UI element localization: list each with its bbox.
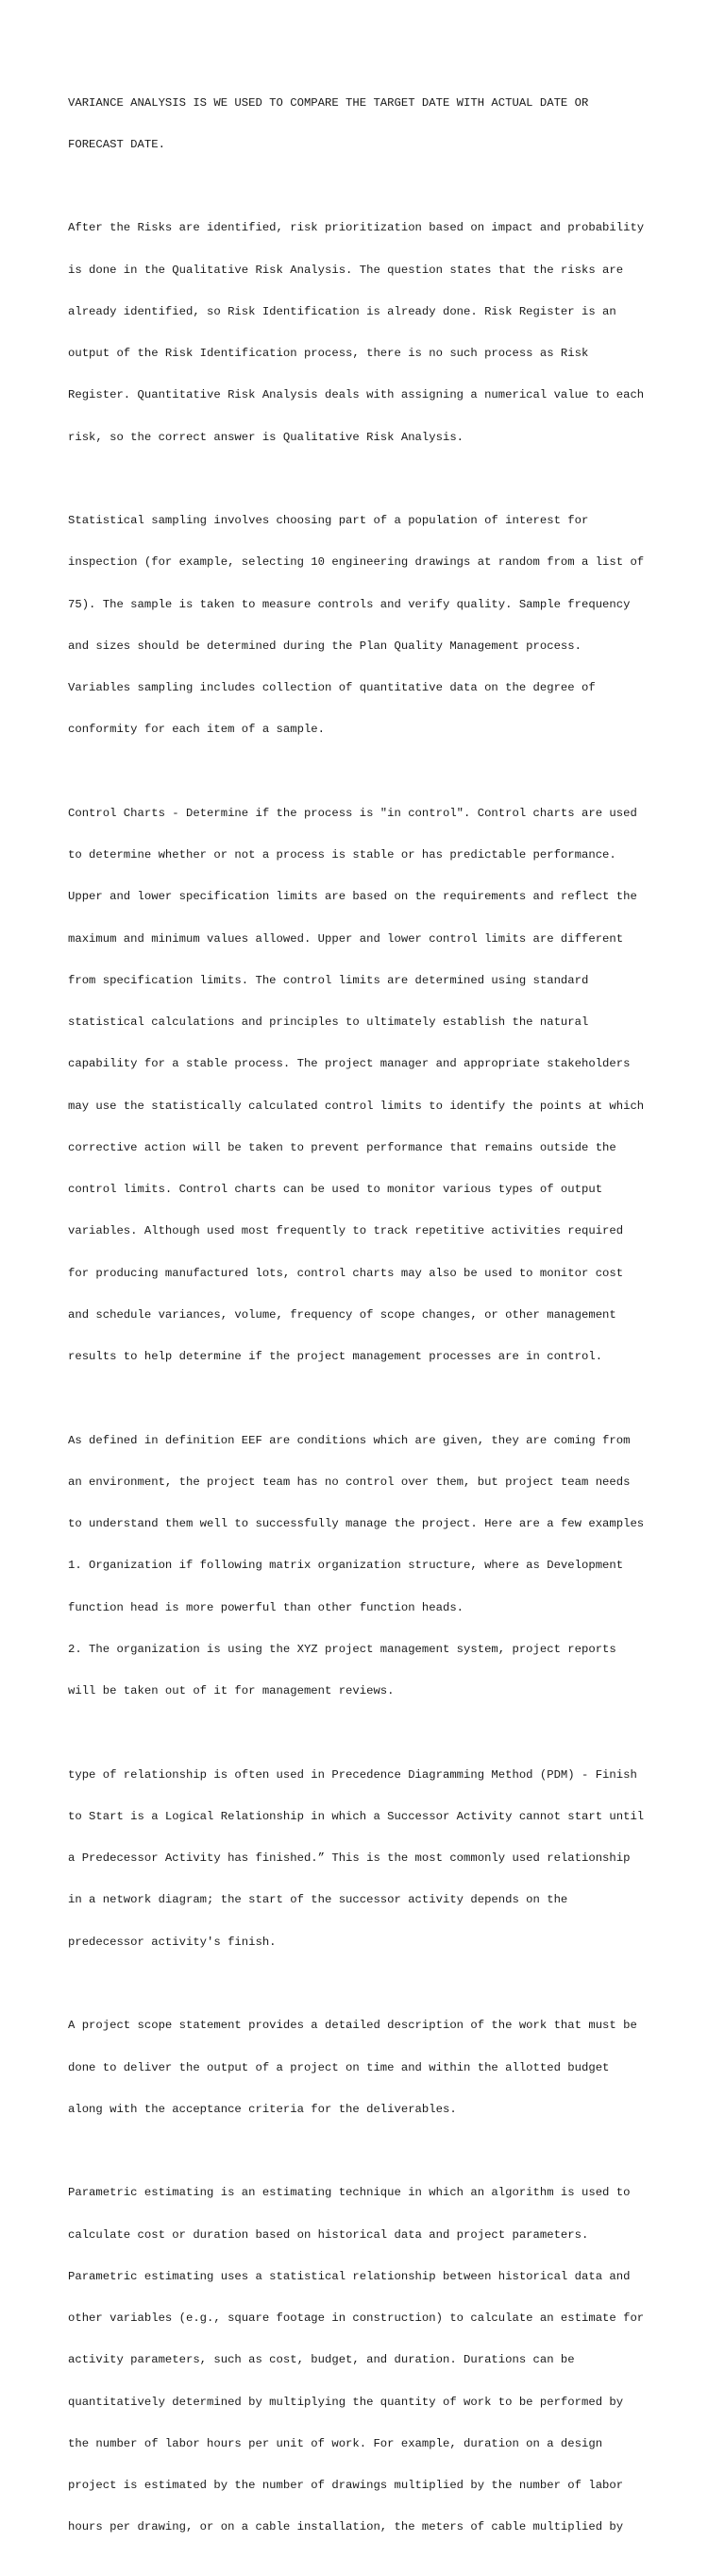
text-line: corrective action will be taken to prevent performance that remains outside the <box>68 1140 616 1154</box>
paragraph-statistical-sampling <box>68 486 682 765</box>
text-line: predecessor activity's finish. <box>68 1935 277 1949</box>
text-line: calculate cost or duration based on historical data and project parameters. <box>68 2227 589 2242</box>
text-line: Variables sampling includes collection of quantitative data on the degree of <box>68 681 596 695</box>
text-line: risk, so the correct answer is Qualitative Risk Analysis. <box>68 430 464 444</box>
text-line: 1. Organization if following matrix organization structure, where as Development <box>68 1559 624 1573</box>
text-line: and schedule variances, volume, frequency of scope changes, or other management <box>68 1307 616 1322</box>
text-line: statistical calculations and principles to ultimately establish the natural <box>68 1015 589 1030</box>
text-line: Parametric estimating is an estimating technique in which an algorithm is used to <box>68 2186 631 2200</box>
text-line: to determine whether or not a process is stable or has predictable performance. <box>68 848 616 862</box>
text-line: done to deliver the output of a project on time and within the allotted budget <box>68 2060 610 2074</box>
text-line: inspection (for example, selecting 10 engineering drawings at random from a list of <box>68 555 645 570</box>
text-line: Statistical sampling involves choosing part of a population of interest for <box>68 514 589 528</box>
text-line: project is estimated by the number of drawings multiplied by the number of labor <box>68 2479 624 2493</box>
text-line: and sizes should be determined during the Plan Quality Management process. <box>68 639 582 653</box>
text-line: an environment, the project team has no control over them, but project team needs <box>68 1475 631 1489</box>
text-line: other variables (e.g., square footage in construction) to calculate an estimate for <box>68 2312 645 2326</box>
text-line: capability for a stable process. The project manager and appropriate stakeholders <box>68 1057 631 1071</box>
text-line: may use the statistically calculated control limits to identify the points at which <box>68 1099 645 1113</box>
paragraph-eef <box>68 1406 682 1726</box>
text-line: a Predecessor Activity has finished.” This is the most commonly used relationship <box>68 1851 631 1866</box>
paragraph-scope-statement <box>68 1991 682 2144</box>
text-line: to Start is a Logical Relationship in which a Successor Activity cannot start until <box>68 1809 645 1823</box>
text-line: 75). The sample is taken to measure controls and verify quality. Sample frequency <box>68 597 631 611</box>
text-line: will be taken out of it for management reviews. <box>68 1684 395 1698</box>
document-page <box>68 68 682 2576</box>
text-line: output of the Risk Identification process, there is no such process as Risk <box>68 347 589 361</box>
text-line: quantitatively determined by multiplying the quantity of work to be performed by <box>68 2395 624 2409</box>
text-line: FORECAST DATE. <box>68 137 165 151</box>
text-line: control limits. Control charts can be used to monitor various types of output <box>68 1183 603 1197</box>
text-line: maximum and minimum values allowed. Upper and lower control limits are different <box>68 931 624 946</box>
text-line: 2. The organization is using the XYZ project management system, project reports <box>68 1642 616 1656</box>
text-line: is done in the Qualitative Risk Analysis. The question states that the risks are <box>68 263 624 277</box>
text-line: VARIANCE ANALYSIS IS WE USED TO COMPARE THE TARGET DATE WITH ACTUAL DATE OR <box>68 95 589 110</box>
text-line: Register. Quantitative Risk Analysis deals with assigning a numerical value to each <box>68 388 645 402</box>
text-line: along with the acceptance criteria for the deliverables. <box>68 2102 457 2116</box>
text-line: A project scope statement provides a detailed description of the work that must be <box>68 2019 637 2033</box>
text-line: in a network diagram; the start of the successor activity depends on the <box>68 1893 568 1907</box>
text-line: to understand them well to successfully manage the project. Here are a few examples <box>68 1517 645 1531</box>
text-line: for producing manufactured lots, control charts may also be used to monitor cost <box>68 1266 624 1280</box>
paragraph-variance-analysis <box>68 68 682 179</box>
text-line: type of relationship is often used in Precedence Diagramming Method (PDM) - Finish <box>68 1767 637 1782</box>
text-line: Control Charts - Determine if the process is "in control". Control charts are used <box>68 806 637 820</box>
text-line: function head is more powerful than other function heads. <box>68 1600 464 1614</box>
paragraph-parametric-estimating <box>68 2158 682 2563</box>
paragraph-control-charts <box>68 778 682 1391</box>
text-line: variables. Although used most frequently to track repetitive activities required <box>68 1224 624 1238</box>
text-line: conformity for each item of a sample. <box>68 723 325 737</box>
text-line: Upper and lower specification limits are based on the requirements and reflect the <box>68 890 637 904</box>
text-line: results to help determine if the project management processes are in control. <box>68 1350 603 1364</box>
text-line: from specification limits. The control limits are determined using standard <box>68 973 589 987</box>
text-line: the number of labor hours per unit of work. For example, duration on a design <box>68 2436 603 2450</box>
text-line: hours per drawing, or on a cable installation, the meters of cable multiplied by <box>68 2520 624 2534</box>
text-line: Parametric estimating uses a statistical relationship between historical data and <box>68 2269 631 2283</box>
text-line: As defined in definition EEF are conditions which are given, they are coming from <box>68 1433 631 1447</box>
text-line: already identified, so Risk Identification is already done. Risk Register is an <box>68 304 616 318</box>
paragraph-risk-analysis <box>68 194 682 472</box>
text-line: activity parameters, such as cost, budget, and duration. Durations can be <box>68 2353 575 2367</box>
paragraph-pdm-relationship <box>68 1740 682 1977</box>
text-line: After the Risks are identified, risk prioritization based on impact and probability <box>68 221 645 235</box>
